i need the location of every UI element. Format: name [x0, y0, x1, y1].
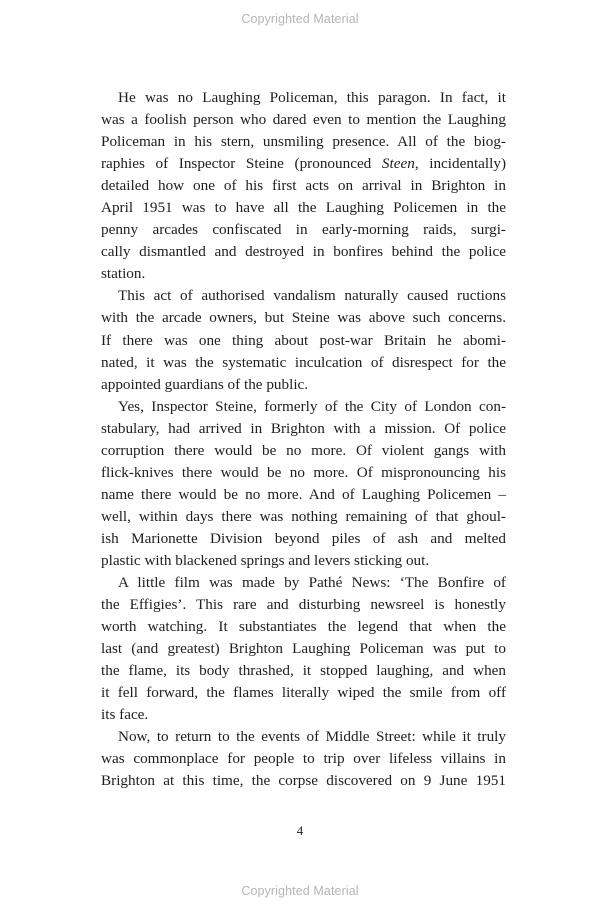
- copyright-watermark-bottom: Copyrighted Material: [241, 884, 359, 898]
- paragraph-1: [101, 87, 506, 285]
- text-line: was a foolish person who dared even to mention the Laughing: [101, 111, 506, 129]
- text-line: [101, 153, 506, 175]
- text-line: Now, to return to the events of Middle Street: while it truly: [118, 728, 506, 746]
- text-line: its face.: [101, 706, 149, 724]
- paragraph-2: [101, 285, 506, 395]
- text-line-segment: , incidentally): [414, 155, 506, 173]
- text-line: If there was one thing about post-war Britain he abomi-: [101, 331, 506, 349]
- text-line: the Effigies’. This rare and disturbing newsreel is honestly: [101, 596, 506, 614]
- pronunciation-emphasis: Steen: [381, 155, 415, 173]
- text-line: was commonplace for people to trip over lifeless villains in: [101, 750, 506, 768]
- text-line: worth watching. It substantiates the legend that when the: [101, 618, 506, 636]
- text-line: it fell forward, the flames literally wiped the smile from off: [101, 684, 506, 702]
- text-line: stabulary, had arrived in Brighton with a mission. Of police: [101, 419, 506, 437]
- text-line: station.: [101, 265, 146, 283]
- text-line-segment: raphies of Inspector Steine (pronounced: [101, 155, 382, 173]
- text-line: the flame, its body thrashed, it stopped laughing, and when: [101, 662, 506, 680]
- text-line: detailed how one of his first acts on arrival in Brighton in: [101, 177, 506, 195]
- text-line: Policeman in his stern, unsmiling presence. All of the biog-: [101, 133, 506, 151]
- text-line: ish Marionette Division beyond piles of ash and melted: [101, 529, 506, 547]
- paragraph-3: [101, 396, 506, 572]
- paragraph-5: [101, 726, 506, 792]
- text-line: Yes, Inspector Steine, formerly of the City of London con-: [118, 397, 506, 415]
- text-line: He was no Laughing Policeman, this paragon. In fact, it: [118, 89, 506, 106]
- paragraph-4: [101, 572, 506, 726]
- text-line: plastic with blackened springs and levers sticking out.: [101, 551, 430, 569]
- text-line: nated, it was the systematic inculcation of disrespect for the: [101, 353, 506, 371]
- text-line: name there would be no more. And of Laughing Policemen –: [101, 485, 506, 503]
- text-line: Brighton at this time, the corpse discovered on 9 June 1951: [101, 772, 506, 790]
- text-line: well, within days there was nothing remaining of that ghoul-: [101, 507, 506, 525]
- page-body-text: [101, 87, 506, 793]
- text-line: appointed guardians of the public.: [101, 375, 309, 393]
- text-line: last (and greatest) Brighton Laughing Policeman was put to: [101, 640, 506, 658]
- text-line: This act of authorised vandalism naturally caused ructions: [118, 287, 506, 305]
- text-line: flick-knives there would be no more. Of mispronouncing his: [101, 463, 506, 481]
- text-line: with the arcade owners, but Steine was above such concerns.: [101, 309, 506, 327]
- text-line: April 1951 was to have all the Laughing Policemen in the: [101, 199, 506, 217]
- page-number: 4: [296, 823, 304, 838]
- text-line: A little film was made by Pathé News: ‘The Bonfire of: [118, 574, 506, 592]
- text-line: penny arcades confiscated in early-morning raids, surgi-: [101, 221, 506, 239]
- text-line: corruption there would be no more. Of violent gangs with: [101, 441, 506, 459]
- text-line: cally dismantled and destroyed in bonfires behind the police: [101, 243, 506, 261]
- copyright-watermark-top: Copyrighted Material: [241, 12, 359, 26]
